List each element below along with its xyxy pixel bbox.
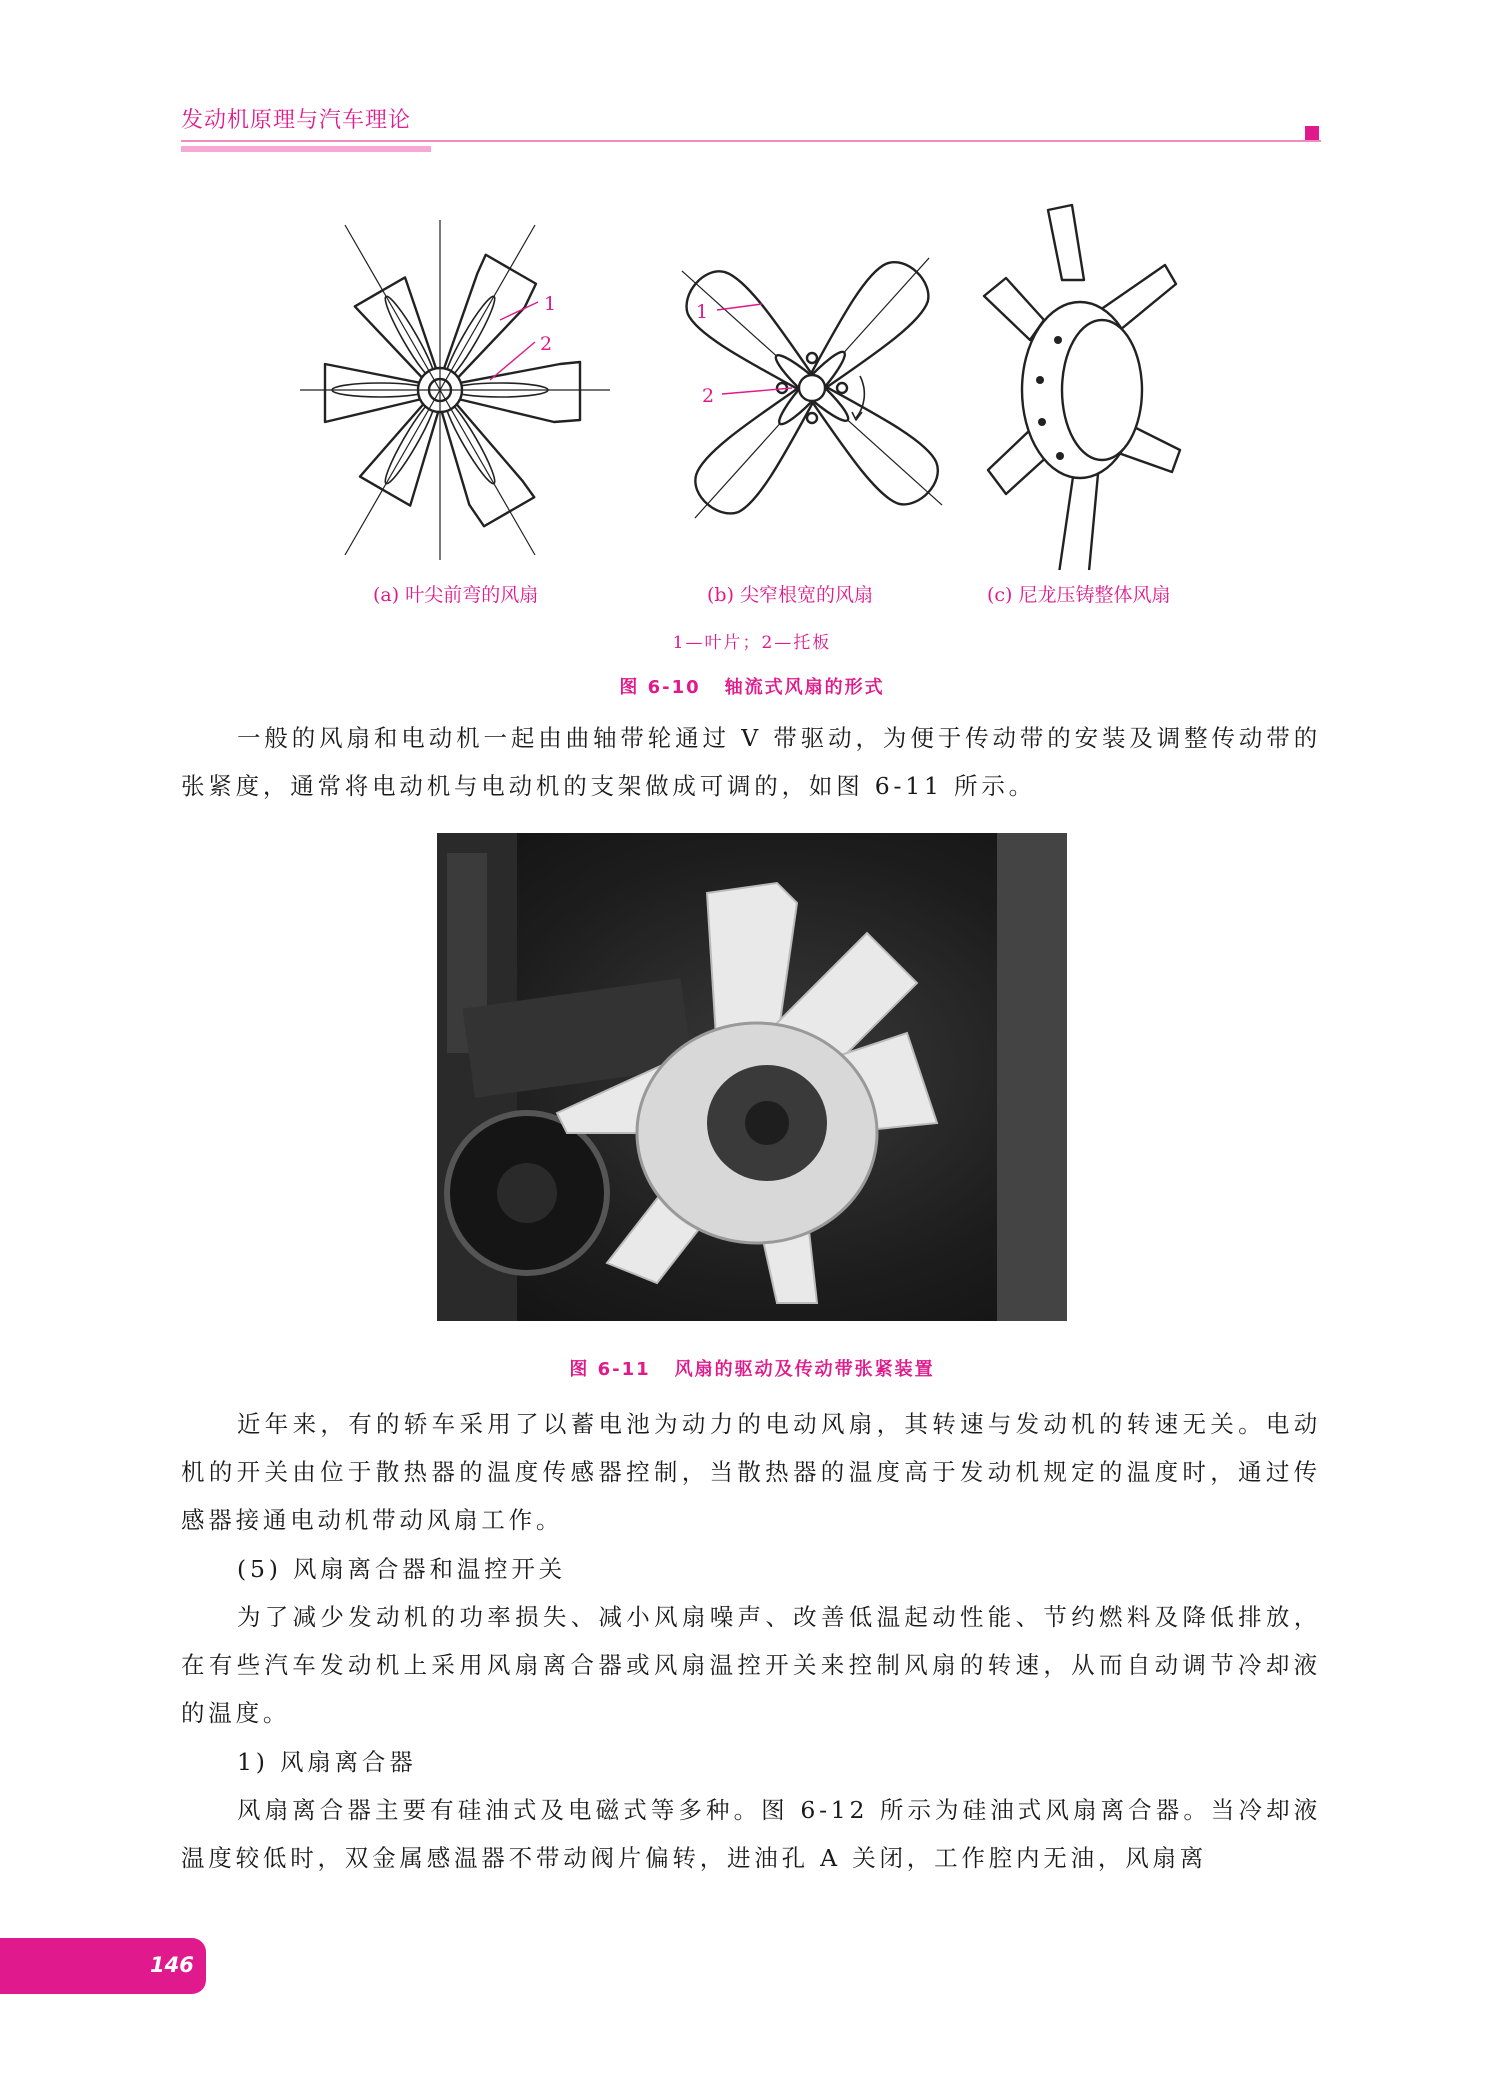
fan-a-drawing: [300, 220, 610, 560]
body-paragraph-2: 近年来，有的轿车采用了以蓄电池为动力的电动风扇，其转速与发动机的转速无关。电动机的开关由位于散热器的温度传感器控制，当散热器的温度高于发动机规定的温度时，通过传感器接通电动机带动风扇工作。: [181, 1410, 1321, 1534]
figure-6-10-subcaption-c: (c) 尼龙压铸整体风扇: [987, 584, 1171, 606]
figure-6-10-caption-number: 图 6-10: [619, 677, 701, 698]
figure-6-10-legend: 1—叶片；2—托板: [672, 633, 832, 653]
figure-6-10-subcaption-b: (b) 尖窄根宽的风扇: [707, 584, 874, 606]
figure-6-10-caption: [0, 673, 1504, 699]
body-paragraph-3: 为了减少发动机的功率损失、减小风扇噪声、改善低温起动性能、节约燃料及降低排放，在有些汽车发动机上采用风扇离合器或风扇温控开关来控制风扇的转速，从而自动调节冷却液的温度。: [181, 1603, 1321, 1727]
page-number: 146: [150, 1953, 194, 1977]
figure-6-10-drawings: [300, 190, 1220, 570]
header-square-marker: [1305, 126, 1319, 140]
fan-a-callout-1: 1: [544, 293, 557, 315]
figure-6-10-caption-text: 轴流式风扇的形式: [724, 677, 885, 698]
figure-6-11-caption-number: 图 6-11: [569, 1359, 651, 1380]
fan-c-drawing: [984, 205, 1180, 570]
running-header-title: 发动机原理与汽车理论: [181, 108, 412, 133]
fan-b-drawing: [661, 237, 963, 539]
figure-6-11-photo: [437, 833, 1067, 1321]
fan-a-callout-2: 2: [540, 333, 553, 355]
fan-b-callout-2: 2: [702, 385, 715, 407]
fan-b-callout-1: 1: [696, 301, 709, 323]
figure-6-11-caption: [0, 1355, 1504, 1381]
body-paragraph-4: 风扇离合器主要有硅油式及电磁式等多种。图 6-12 所示为硅油式风扇离合器。当冷却液温度较低时，双金属感温器不带动阀片偏转，进油孔 A 关闭，工作腔内无油，风扇离: [181, 1796, 1321, 1872]
header-accent-bar: [181, 146, 431, 152]
fan-photo-illustration: [437, 833, 1067, 1321]
subsection-heading-1: 1) 风扇离合器: [237, 1748, 417, 1776]
body-paragraph-1: 一般的风扇和电动机一起由曲轴带轮通过 V 带驱动，为便于传动带的安装及调整传动带的张紧度，通常将电动机与电动机的支架做成可调的，如图 6-11 所示。: [181, 724, 1321, 800]
section-heading-5: (5) 风扇离合器和温控开关: [237, 1555, 566, 1583]
header-rule: [181, 140, 1321, 142]
figure-6-11-caption-text: 风扇的驱动及传动带张紧装置: [674, 1359, 935, 1380]
figure-6-10-subcaption-a: (a) 叶尖前弯的风扇: [373, 584, 539, 606]
